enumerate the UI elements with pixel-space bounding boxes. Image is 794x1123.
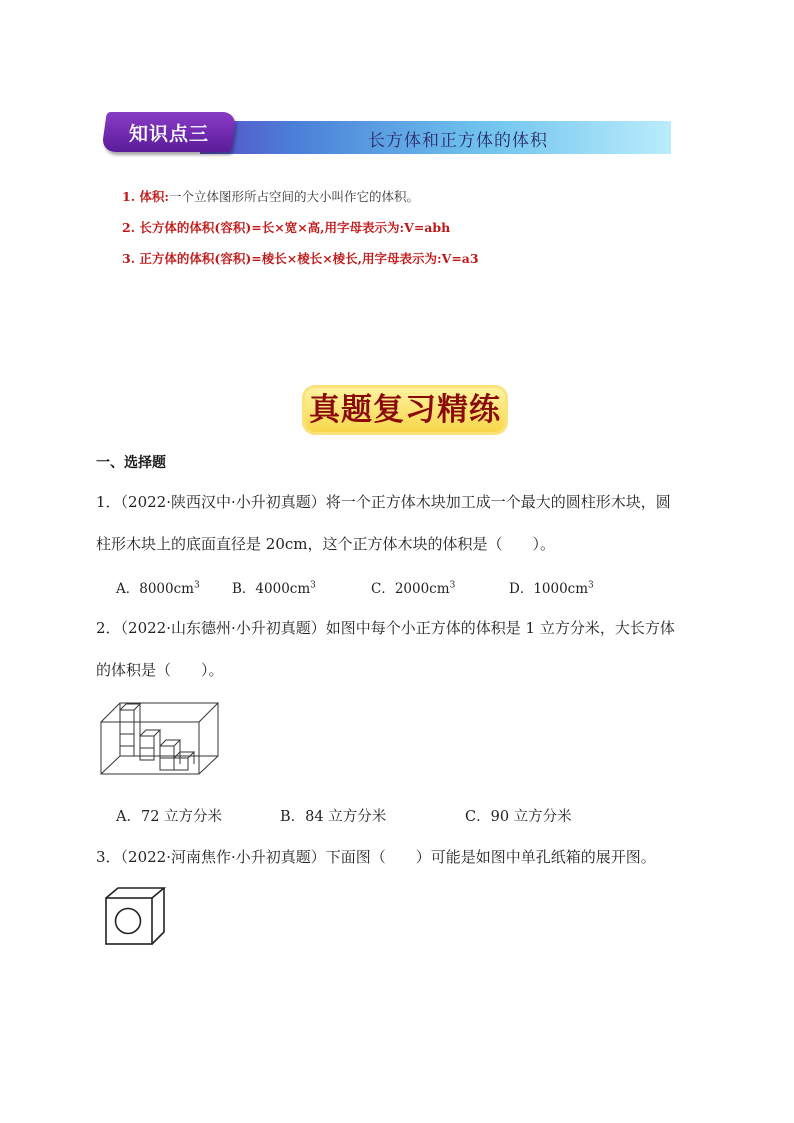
question-2-option-a[interactable]: A．72 立方分米 [116,809,223,825]
kp-number: 1. [122,189,136,204]
question-1-option-c[interactable]: C．$2000cm^3$ [371,580,456,597]
knowledge-point-3 [122,249,479,267]
knowledge-point-2 [122,218,450,236]
question-1-option-a[interactable]: A．$8000cm^3$ [116,580,200,597]
question-3-line-1: 3．（2022·河南焦作·小升初真题）下面图（ ）可能是如图中单孔纸箱的展开图。 [96,848,656,866]
kp-text: 一个立体图形所占空间的大小叫作它的体积。 [169,189,420,204]
question-2-line-2: 的体积是（ ）。 [96,661,224,679]
knowledge-point-1 [122,187,419,205]
question-2-option-b[interactable]: B．84 立方分米 [280,809,387,825]
question-3-box-figure [104,886,166,948]
question-1-line-2: 柱形木块上的底面直径是 20cm，这个正方体木块的体积是（ ）。 [96,535,555,553]
question-2-cube-figure [98,700,220,778]
section-banner-title: 长方体和正方体的体积 [368,131,548,151]
question-1-option-b[interactable]: B．$4000cm^3$ [232,580,316,597]
practice-title-banner: 真题复习精练 [305,388,505,432]
kp-heading: 长方体的体积(容积)=长×宽×高,用字母表示为:V=abh [139,220,451,235]
question-1-option-d[interactable]: D．$1000cm^3$ [509,580,594,597]
section-tag-label: 知识点三 [128,123,209,145]
kp-heading: 正方体的体积(容积)=棱长×棱长×棱长,用字母表示为:V=a3 [139,251,479,266]
kp-number: 2. [122,220,136,235]
kp-number: 3. [122,251,136,266]
question-2-line-1: 2．（2022·山东德州·小升初真题）如图中每个小正方体的体积是 1 立方分米，大长方体 [96,619,675,637]
question-1-line-1: 1．（2022·陕西汉中·小升初真题）将一个正方体木块加工成一个最大的圆柱形木块，圆 [96,493,671,511]
section-label: 一、选择题 [96,455,166,471]
kp-heading: 体积: [139,189,170,204]
question-2-option-c[interactable]: C．90 立方分米 [465,809,572,825]
